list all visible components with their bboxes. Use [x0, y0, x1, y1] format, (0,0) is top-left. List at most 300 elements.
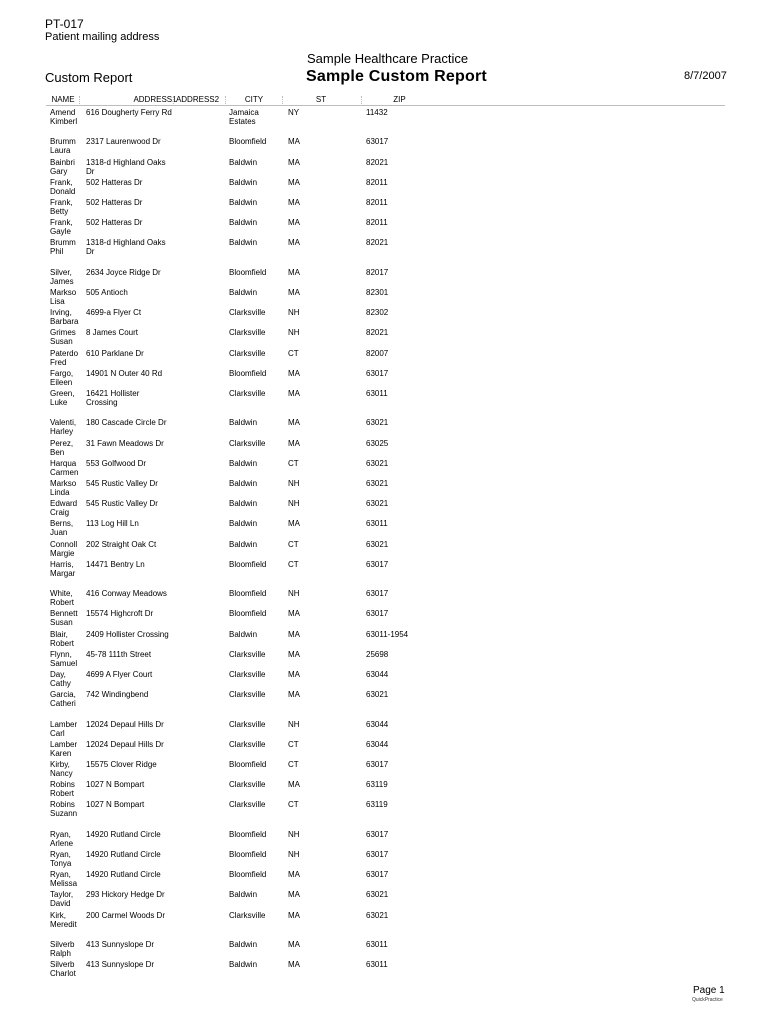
- zip-cell: 82021: [366, 328, 389, 338]
- address1-cell: [86, 850, 224, 859]
- city-cell: [229, 198, 284, 207]
- zip-cell: 82011: [366, 177, 388, 187]
- city-cell: [229, 650, 284, 659]
- patient-name-cell: [50, 349, 80, 367]
- patient-name-cell-line: Garcia,: [50, 690, 76, 700]
- table-row: [0, 740, 770, 760]
- table-row: [0, 389, 770, 409]
- address1-cell: [86, 740, 224, 749]
- patient-name-cell: [50, 499, 80, 517]
- patient-name-cell: [50, 459, 80, 477]
- table-row: [0, 720, 770, 740]
- patient-name-cell-line: Cathy: [50, 679, 71, 688]
- zip-cell: 82302: [366, 308, 389, 318]
- city-cell-line: Clarksville: [229, 719, 266, 729]
- patient-name-cell-line: Kirk,: [50, 910, 66, 920]
- address1-cell-line: 8 James Court: [86, 328, 139, 338]
- address1-cell: [86, 328, 224, 337]
- patient-name-cell-line: Green,: [50, 389, 75, 398]
- zip-cell: 63025: [366, 438, 389, 448]
- address1-cell-line: 502 Hatteras Dr: [86, 198, 143, 207]
- zip-cell: 82021: [366, 157, 389, 167]
- patient-name-cell-line: Robins: [50, 780, 75, 790]
- column-divider: [225, 96, 226, 104]
- patient-name-cell-line: Lamber: [50, 719, 78, 729]
- address1-cell: [86, 560, 224, 569]
- city-cell-line: Bloomfield: [229, 368, 267, 378]
- table-row: [0, 650, 770, 670]
- table-row: [0, 940, 770, 960]
- state-cell: MA: [288, 438, 300, 448]
- table-row: [0, 760, 770, 780]
- patient-name-cell: [50, 369, 80, 387]
- address1-cell: [86, 479, 224, 488]
- zip-cell: 82007: [366, 348, 389, 358]
- patient-name-cell-line: Brumm: [50, 137, 76, 147]
- patient-name-cell-line: Lisa: [50, 297, 65, 306]
- city-cell-line: Bloomfield: [229, 267, 267, 277]
- patient-name-cell-line: Frank,: [50, 218, 73, 228]
- city-cell: [229, 137, 284, 146]
- patient-name-cell: [50, 890, 80, 908]
- patient-name-cell: [50, 178, 80, 196]
- city-cell-line: Baldwin: [229, 960, 258, 970]
- column-header-city: CITY: [244, 95, 264, 104]
- table-row: [0, 609, 770, 629]
- city-cell-line: Bloomfield: [229, 137, 267, 147]
- table-row: [0, 890, 770, 910]
- address1-cell: [86, 519, 224, 528]
- state-cell: NH: [288, 308, 300, 318]
- address1-cell: [86, 389, 224, 407]
- table-row: [0, 499, 770, 519]
- city-cell-line: Clarksville: [229, 438, 266, 448]
- address1-cell: [86, 609, 224, 618]
- city-cell: [229, 720, 284, 729]
- patient-name-cell: [50, 198, 80, 216]
- state-cell: NH: [288, 499, 300, 509]
- patient-name-cell-line: Fargo,: [50, 368, 74, 378]
- city-cell-line: Baldwin: [229, 890, 258, 900]
- address1-cell: [86, 499, 224, 508]
- patient-name-cell-line: Grimes: [50, 328, 76, 338]
- zip-cell: 63011: [366, 960, 388, 970]
- state-cell: MA: [288, 519, 300, 529]
- patient-name-cell-line: Laura: [50, 146, 71, 156]
- state-cell: NY: [288, 108, 300, 117]
- state-cell: CT: [288, 458, 299, 468]
- state-cell: MA: [288, 198, 300, 207]
- address1-cell: [86, 137, 224, 146]
- patient-name-cell-line: Fred: [50, 357, 67, 367]
- patient-name-cell-line: Amend: [50, 108, 76, 117]
- city-cell: [229, 389, 284, 398]
- table-row: [0, 630, 770, 650]
- state-cell: MA: [288, 368, 300, 378]
- city-cell-line: Baldwin: [229, 218, 258, 228]
- address1-cell: [86, 960, 224, 969]
- column-divider: [361, 96, 362, 104]
- patient-name-cell-line: Bainbri: [50, 157, 75, 167]
- address1-cell: [86, 540, 224, 549]
- patient-name-cell: [50, 268, 80, 286]
- table-row: [0, 238, 770, 258]
- patient-name-cell-line: Harley: [50, 427, 74, 437]
- patient-name-cell-line: Gayle: [50, 227, 71, 237]
- patient-name-cell-line: Tonya: [50, 859, 72, 868]
- table-row: [0, 328, 770, 348]
- city-cell: [229, 418, 284, 427]
- report-date: 8/7/2007: [684, 70, 727, 82]
- city-cell-line: Clarksville: [229, 780, 266, 790]
- patient-name-cell-line: Nancy: [50, 769, 73, 778]
- patient-name-cell-line: Harris,: [50, 559, 74, 569]
- zip-cell: 63021: [366, 499, 389, 509]
- address1-cell-line: 2634 Joyce Ridge Dr: [86, 267, 161, 277]
- address1-cell-line: 2317 Laurenwood Dr: [86, 137, 161, 147]
- patient-name-cell-line: Suzann: [50, 809, 78, 819]
- address1-cell-line: 545 Rustic Valley Dr: [86, 499, 158, 509]
- table-row: [0, 540, 770, 560]
- table-row: [0, 218, 770, 238]
- city-cell: [229, 760, 284, 769]
- table-row: [0, 560, 770, 580]
- address1-cell-line: 4699-a Flyer Ct: [86, 308, 142, 318]
- address1-cell-line: 610 Parklane Dr: [86, 348, 144, 358]
- table-row: [0, 780, 770, 800]
- zip-cell: 63021: [366, 910, 389, 920]
- zip-cell: 63021: [366, 479, 389, 488]
- city-cell-line: Clarksville: [229, 690, 266, 700]
- zip-cell: 63021: [366, 458, 389, 468]
- table-header: [46, 95, 725, 106]
- city-cell-line: Bloomfield: [229, 559, 267, 569]
- state-cell: MA: [288, 890, 300, 900]
- table-row: [0, 439, 770, 459]
- patient-name-cell-line: Ryan,: [50, 829, 71, 839]
- patient-name-cell: [50, 760, 80, 778]
- city-cell: [229, 238, 284, 247]
- state-cell: MA: [288, 629, 300, 639]
- patient-name-cell: [50, 519, 80, 537]
- zip-cell: 63017: [366, 137, 389, 147]
- patient-name-cell-line: Bennett: [50, 609, 78, 619]
- patient-name-cell-line: Perez,: [50, 438, 74, 448]
- address1-cell: [86, 158, 224, 176]
- patient-name-cell: [50, 328, 80, 346]
- column-header-address1: ADDRESS1: [133, 95, 177, 104]
- patient-name-cell-line: Ryan,: [50, 850, 71, 859]
- address1-cell-line: 14901 N Outer 40 Rd: [86, 368, 163, 378]
- city-cell-line: Clarksville: [229, 389, 266, 398]
- zip-cell: 63044: [366, 719, 389, 729]
- patient-name-cell-line: Luke: [50, 398, 68, 407]
- city-cell: [229, 911, 284, 920]
- state-cell: MA: [288, 780, 300, 790]
- state-cell: MA: [288, 910, 300, 920]
- patient-name-cell-line: Markso: [50, 288, 77, 297]
- patient-name-cell: [50, 630, 80, 648]
- patient-name-cell: [50, 740, 80, 758]
- city-cell: [229, 218, 284, 227]
- city-cell: [229, 960, 284, 969]
- patient-name-cell-line: Donald: [50, 186, 76, 196]
- address1-cell: [86, 439, 224, 448]
- zip-cell: 63011-1954: [366, 629, 409, 639]
- address1-cell: [86, 720, 224, 729]
- custom-report-label: Custom Report: [45, 70, 133, 85]
- city-cell: [229, 499, 284, 508]
- patient-name-cell-line: Flynn,: [50, 649, 72, 659]
- address1-cell-line: 14471 Bentry Ln: [86, 559, 145, 569]
- city-cell-line: Jamaica: [229, 108, 259, 117]
- state-cell: MA: [288, 690, 300, 700]
- patient-name-cell-line: Arlene: [50, 838, 74, 848]
- address1-cell-line: Dr: [86, 166, 95, 176]
- city-cell-line: Clarksville: [229, 800, 266, 810]
- zip-cell: 63011: [366, 940, 388, 949]
- table-row: [0, 479, 770, 499]
- page-number: Page 1: [693, 985, 725, 996]
- address1-cell: [86, 238, 224, 256]
- column-header-st: ST: [315, 95, 327, 104]
- address1-cell-line: 12024 Depaul Hills Dr: [86, 719, 164, 729]
- address1-cell: [86, 830, 224, 839]
- patient-name-cell: [50, 238, 80, 256]
- state-cell: CT: [288, 559, 299, 569]
- city-cell-line: Clarksville: [229, 308, 266, 318]
- zip-cell: 63017: [366, 760, 389, 769]
- address1-cell-line: 413 Sunnyslope Dr: [86, 940, 155, 949]
- patient-name-cell: [50, 940, 80, 958]
- patient-name-cell-line: Margie: [50, 548, 75, 558]
- state-cell: NH: [288, 719, 300, 729]
- patient-name-cell-line: Eileen: [50, 377, 73, 387]
- column-divider: [282, 96, 283, 104]
- patient-name-cell: [50, 911, 80, 929]
- footer-brand: QuickPractice: [692, 997, 723, 1003]
- address1-cell: [86, 650, 224, 659]
- patient-name-cell: [50, 479, 80, 497]
- city-cell-line: Clarksville: [229, 739, 266, 749]
- patient-name-cell-line: Phil: [50, 247, 64, 257]
- city-cell-line: Clarksville: [229, 348, 266, 358]
- zip-cell: 82011: [366, 218, 388, 228]
- patient-name-cell-line: Kirby,: [50, 760, 70, 769]
- patient-name-cell-line: Frank,: [50, 198, 73, 207]
- city-cell-line: Baldwin: [229, 629, 258, 639]
- address1-cell: [86, 198, 224, 207]
- address1-cell: [86, 218, 224, 227]
- state-cell: MA: [288, 288, 300, 297]
- city-cell: [229, 940, 284, 949]
- state-cell: CT: [288, 760, 299, 769]
- table-row: [0, 369, 770, 389]
- address1-cell-line: 293 Hickory Hedge Dr: [86, 890, 165, 900]
- table-row: [0, 349, 770, 369]
- city-cell: [229, 800, 284, 809]
- patient-name-cell: [50, 418, 80, 436]
- patient-name-cell: [50, 137, 80, 155]
- patient-name-cell-line: Taylor,: [50, 890, 74, 900]
- address1-cell-line: 545 Rustic Valley Dr: [86, 479, 158, 488]
- city-cell: [229, 589, 284, 598]
- address1-cell: [86, 268, 224, 277]
- patient-name-cell-line: Catheri: [50, 699, 76, 709]
- city-cell-line: Bloomfield: [229, 850, 267, 859]
- city-cell-line: Baldwin: [229, 238, 258, 248]
- address1-cell: [86, 308, 224, 317]
- address1-cell-line: 413 Sunnyslope Dr: [86, 960, 155, 970]
- table-row: [0, 108, 770, 128]
- state-cell: MA: [288, 940, 300, 949]
- address1-cell: [86, 630, 224, 639]
- patient-name-cell-line: Margar: [50, 568, 76, 578]
- address1-cell: [86, 589, 224, 598]
- report-title: Sample Custom Report: [306, 68, 487, 85]
- report-subtitle: Patient mailing address: [45, 31, 160, 43]
- patient-name-cell-line: Robins: [50, 800, 75, 810]
- zip-cell: 25698: [366, 649, 389, 659]
- city-cell-line: Baldwin: [229, 479, 258, 488]
- address1-cell-line: 616 Dougherty Ferry Rd: [86, 108, 172, 117]
- practice-name: Sample Healthcare Practice: [307, 51, 469, 66]
- address1-cell-line: 1318-d Highland Oaks: [86, 157, 166, 167]
- patient-name-cell-line: James: [50, 276, 74, 286]
- address1-cell-line: Dr: [86, 247, 95, 257]
- city-cell-line: Bloomfield: [229, 609, 267, 619]
- address1-cell: [86, 760, 224, 769]
- city-cell-line: Clarksville: [229, 910, 266, 920]
- address1-cell-line: 416 Conway Meadows: [86, 589, 167, 599]
- city-cell: [229, 479, 284, 488]
- state-cell: MA: [288, 609, 300, 619]
- zip-cell: 82011: [366, 198, 388, 207]
- patient-name-cell-line: Juan: [50, 528, 68, 538]
- city-cell: [229, 830, 284, 839]
- patient-name-cell: [50, 158, 80, 176]
- patient-name-cell-line: Blair,: [50, 629, 68, 639]
- zip-cell: 63044: [366, 670, 389, 679]
- address1-cell-line: 502 Hatteras Dr: [86, 177, 143, 187]
- table-row: [0, 418, 770, 438]
- city-cell: [229, 178, 284, 187]
- zip-cell: 11432: [366, 108, 388, 117]
- state-cell: MA: [288, 267, 300, 277]
- state-cell: MA: [288, 238, 300, 248]
- zip-cell: 63017: [366, 609, 389, 619]
- zip-cell: 63017: [366, 850, 389, 859]
- city-cell-line: Baldwin: [229, 499, 258, 509]
- city-cell-line: Baldwin: [229, 519, 258, 529]
- city-cell: [229, 780, 284, 789]
- patient-name-cell-line: Robert: [50, 598, 75, 608]
- city-cell-line: Baldwin: [229, 539, 258, 549]
- address1-cell-line: 45-78 111th Street: [86, 649, 152, 659]
- address1-cell-line: 553 Golfwood Dr: [86, 458, 147, 468]
- address1-cell: [86, 108, 224, 117]
- address1-cell: [86, 459, 224, 468]
- column-divider: [79, 96, 80, 104]
- patient-name-cell-line: Markso: [50, 479, 77, 488]
- state-cell: MA: [288, 870, 300, 880]
- patient-name-cell-line: Valenti,: [50, 418, 77, 428]
- city-cell: [229, 540, 284, 549]
- patient-name-cell-line: Kimberl: [50, 117, 78, 126]
- address1-cell-line: 502 Hatteras Dr: [86, 218, 143, 228]
- patient-name-cell-line: Linda: [50, 488, 70, 497]
- report-code: PT-017: [45, 17, 84, 31]
- address1-cell-line: 1027 N Bompart: [86, 780, 145, 790]
- city-cell: [229, 349, 284, 358]
- city-cell: [229, 308, 284, 317]
- table-row: [0, 690, 770, 710]
- patient-name-cell-line: Melissa: [50, 879, 78, 889]
- table-row: [0, 670, 770, 690]
- patient-name-cell: [50, 670, 80, 688]
- patient-name-cell-line: Berns,: [50, 519, 74, 529]
- city-cell-line: Baldwin: [229, 177, 258, 187]
- zip-cell: 63119: [366, 800, 388, 810]
- zip-cell: 82021: [366, 238, 389, 248]
- zip-cell: 82017: [366, 267, 389, 277]
- patient-name-cell: [50, 800, 80, 818]
- address1-cell-line: Crossing: [86, 398, 118, 407]
- table-row: [0, 178, 770, 198]
- patient-name-cell-line: Barbara: [50, 317, 79, 327]
- state-cell: MA: [288, 389, 300, 398]
- state-cell: NH: [288, 479, 300, 488]
- table-row: [0, 589, 770, 609]
- address1-cell-line: 12024 Depaul Hills Dr: [86, 739, 164, 749]
- zip-cell: 63011: [366, 519, 388, 529]
- table-row: [0, 870, 770, 890]
- zip-cell: 63017: [366, 368, 389, 378]
- address1-cell: [86, 940, 224, 949]
- table-row: [0, 911, 770, 931]
- table-row: [0, 158, 770, 178]
- patient-name-cell-line: Ben: [50, 447, 65, 457]
- patient-name-cell-line: Charlot: [50, 969, 76, 979]
- zip-cell: 63017: [366, 589, 389, 599]
- table-row: [0, 268, 770, 288]
- city-cell: [229, 740, 284, 749]
- city-cell: [229, 158, 284, 167]
- patient-name-cell: [50, 609, 80, 627]
- zip-cell: 63017: [366, 559, 389, 569]
- patient-name-cell-line: Connoll: [50, 539, 78, 549]
- table-row: [0, 459, 770, 479]
- state-cell: CT: [288, 739, 299, 749]
- patient-name-cell-line: Irving,: [50, 308, 72, 318]
- city-cell-line: Baldwin: [229, 458, 258, 468]
- address1-cell-line: 14920 Rutland Circle: [86, 850, 161, 859]
- city-cell: [229, 268, 284, 277]
- patient-name-cell-line: Carl: [50, 728, 65, 738]
- city-cell: [229, 439, 284, 448]
- city-cell-line: Clarksville: [229, 328, 266, 338]
- patient-name-cell: [50, 690, 80, 708]
- address1-cell: [86, 178, 224, 187]
- state-cell: CT: [288, 539, 299, 549]
- city-cell: [229, 890, 284, 899]
- table-row: [0, 850, 770, 870]
- city-cell: [229, 870, 284, 879]
- state-cell: MA: [288, 670, 300, 679]
- column-header-address2: ADDRESS2: [175, 95, 220, 104]
- city-cell-line: Bloomfield: [229, 829, 267, 839]
- zip-cell: 63017: [366, 829, 389, 839]
